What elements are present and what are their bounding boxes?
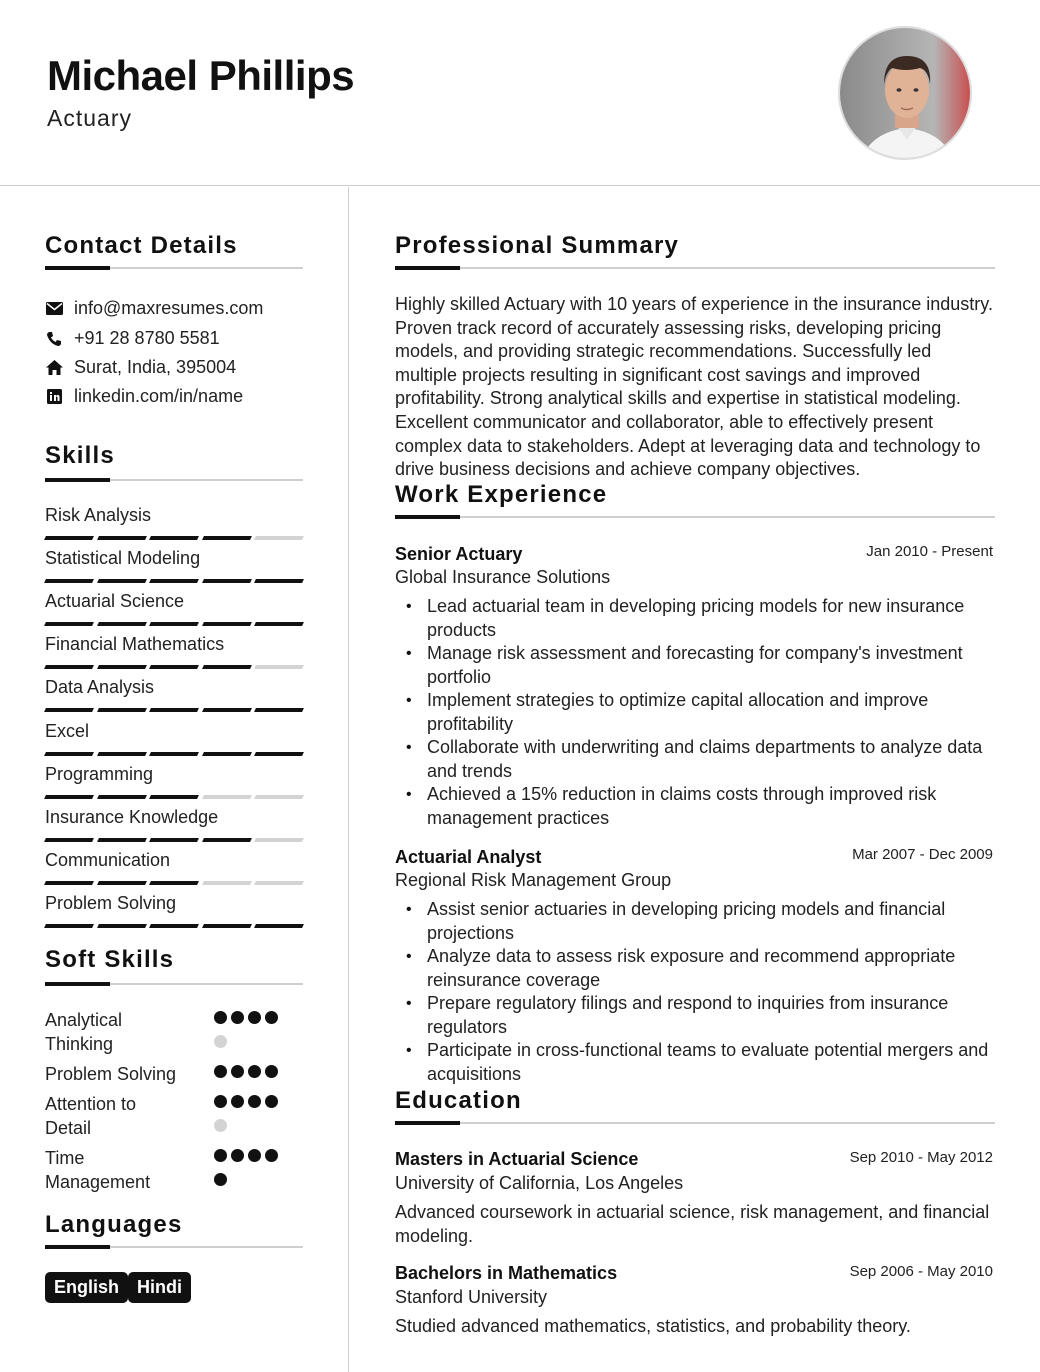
linkedin-icon (45, 388, 63, 406)
summary-text: Highly skilled Actuary with 10 years of experience in the insurance industry. Proven track record of accurately assessing risks, developing pricing models, and providing strategic recommendations. Successfully led multiple projects resulting in significant cost savings and improved profitability. Strong analytical skills and expertise in statistical modeling. Excellent communicator and collaborator, able to effectively present complex data to stakeholders. Adept at leveraging data and technology to drive business decisions and achieve company objectives. (395, 294, 993, 480)
job-title: Actuarial Analyst (395, 847, 542, 867)
skill-level-bar (45, 752, 303, 756)
skill-level-segment (202, 708, 251, 712)
skill-row (45, 591, 303, 626)
rating-dot (214, 1095, 227, 1108)
job-date: Mar 2007 - Dec 2009 (852, 846, 993, 863)
skill-level-segment (97, 536, 146, 540)
education-school: University of California, Los Angeles (395, 1173, 684, 1193)
skill-level-segment (149, 622, 198, 626)
rating-dot (214, 1065, 227, 1078)
summary-section-rule (395, 267, 995, 269)
home-icon (45, 359, 63, 377)
skill-row (45, 893, 303, 928)
education-section-rule (395, 1122, 995, 1124)
soft-skill-label: Analytical Thinking (45, 1010, 123, 1054)
skill-level-segment (202, 924, 251, 928)
rating-dot (231, 1011, 244, 1024)
soft-skill-rating (214, 1095, 288, 1143)
skill-level-segment (254, 579, 303, 583)
skill-level-bar (45, 622, 303, 626)
contact-phone-text: +91 28 8780 5581 (74, 328, 220, 348)
languages-section-rule (45, 1246, 303, 1248)
skill-level-bar (45, 838, 303, 842)
skill-level-segment (97, 838, 146, 842)
phone-icon (45, 330, 63, 348)
skill-level-segment (149, 838, 198, 842)
education-date: Sep 2006 - May 2010 (849, 1263, 993, 1280)
soft-skill-rating (214, 1149, 288, 1197)
languages-section-title: Languages (45, 1211, 183, 1238)
skill-level-segment (149, 881, 198, 885)
skill-level-segment (149, 752, 198, 756)
job-bullet: • Analyze data to assess risk exposure and recommend appropriate reinsurance coverage (427, 945, 997, 992)
skill-level-segment (97, 881, 146, 885)
skill-level-segment (97, 752, 146, 756)
rating-dot (265, 1095, 278, 1108)
skill-level-segment (97, 708, 146, 712)
skill-level-segment (149, 536, 198, 540)
contact-location-text: Surat, India, 395004 (74, 357, 237, 377)
skill-level-segment (149, 924, 198, 928)
skill-level-segment (97, 579, 146, 583)
skill-level-segment (149, 708, 198, 712)
skill-label: Communication (45, 850, 171, 870)
job-bullet: • Participate in cross-functional teams to evaluate potential mergers and acquisitions (427, 1039, 997, 1086)
education-description: Studied advanced mathematics, statistics, and probability theory. (395, 1316, 911, 1336)
job-company: Global Insurance Solutions (395, 567, 611, 587)
rating-dot (231, 1149, 244, 1162)
education-degree: Bachelors in Mathematics (395, 1263, 618, 1283)
skill-level-segment (254, 752, 303, 756)
rating-dot (231, 1065, 244, 1078)
column-divider (348, 187, 349, 1372)
contact-location (45, 357, 236, 378)
skill-level-segment (202, 881, 251, 885)
skill-row (45, 807, 303, 842)
job-date: Jan 2010 - Present (866, 543, 993, 560)
skill-level-segment (254, 708, 303, 712)
skill-level-segment (44, 924, 93, 928)
skill-row (45, 548, 303, 583)
skill-level-bar (45, 924, 303, 928)
skill-label: Problem Solving (45, 893, 177, 913)
language-badge: Hindi (128, 1272, 191, 1303)
contact-linkedin[interactable] (45, 386, 243, 407)
skill-level-segment (44, 838, 93, 842)
soft-skills-section-title: Soft Skills (45, 946, 175, 973)
skill-level-bar (45, 536, 303, 540)
soft-skill-label: Time Management (45, 1148, 151, 1192)
skill-level-segment (202, 622, 251, 626)
skill-row (45, 634, 303, 669)
job-bullet: • Manage risk assessment and forecasting for company's investment portfolio (427, 642, 997, 689)
skill-level-segment (44, 579, 93, 583)
resume-header (0, 0, 1040, 186)
skill-level-segment (202, 795, 251, 799)
skill-level-segment (254, 838, 303, 842)
skill-label: Programming (45, 764, 154, 784)
job-bullet: • Implement strategies to optimize capital allocation and improve profitability (427, 689, 997, 736)
language-badge: English (45, 1272, 128, 1303)
contact-email-text: info@maxresumes.com (74, 298, 264, 318)
skill-level-bar (45, 881, 303, 885)
candidate-name: Michael Phillips (47, 52, 355, 99)
skill-level-bar (45, 665, 303, 669)
skill-level-segment (202, 536, 251, 540)
rating-dot (214, 1119, 227, 1132)
soft-skill-label: Problem Solving (45, 1064, 177, 1084)
job-bullet: • Assist senior actuaries in developing pricing models and financial projections (427, 898, 997, 945)
skill-level-segment (254, 795, 303, 799)
skill-level-segment (149, 665, 198, 669)
skill-row (45, 764, 303, 799)
skills-section-rule (45, 479, 303, 481)
summary-section-title: Professional Summary (395, 232, 680, 259)
skills-section-title: Skills (45, 442, 115, 469)
education-school: Stanford University (395, 1287, 548, 1307)
contact-linkedin-text: linkedin.com/in/name (74, 386, 244, 406)
contact-phone[interactable] (45, 328, 220, 349)
education-degree: Masters in Actuarial Science (395, 1149, 639, 1169)
skill-level-segment (202, 579, 251, 583)
rating-dot (248, 1149, 261, 1162)
skill-level-segment (149, 579, 198, 583)
rating-dot (248, 1065, 261, 1078)
education-date: Sep 2010 - May 2012 (849, 1149, 993, 1166)
rating-dot (265, 1065, 278, 1078)
profile-photo (838, 26, 972, 160)
skill-label: Risk Analysis (45, 505, 152, 525)
skill-level-segment (254, 536, 303, 540)
job-bullet: • Achieved a 15% reduction in claims costs through improved risk management practices (427, 783, 997, 830)
skill-level-segment (254, 881, 303, 885)
skill-level-bar (45, 579, 303, 583)
rating-dot (265, 1011, 278, 1024)
skill-row (45, 677, 303, 712)
skill-level-segment (254, 622, 303, 626)
soft-skill-rating (214, 1065, 288, 1089)
envelope-icon (45, 300, 63, 318)
soft-skills-section-rule (45, 983, 303, 985)
contact-email[interactable] (45, 298, 263, 319)
skill-row (45, 505, 303, 540)
rating-dot (214, 1011, 227, 1024)
contact-section-title: Contact Details (45, 232, 238, 259)
skill-level-segment (202, 838, 251, 842)
skill-level-segment (44, 752, 93, 756)
job-company: Regional Risk Management Group (395, 870, 672, 890)
skill-level-segment (202, 752, 251, 756)
skill-label: Financial Mathematics (45, 634, 225, 654)
skill-level-bar (45, 795, 303, 799)
skill-label: Excel (45, 721, 90, 741)
skill-label: Data Analysis (45, 677, 155, 697)
skill-level-segment (44, 536, 93, 540)
experience-section-rule (395, 516, 995, 518)
skill-level-segment (44, 622, 93, 626)
education-description: Advanced coursework in actuarial science, risk management, and financial modeling. (395, 1202, 990, 1246)
skill-level-segment (44, 795, 93, 799)
skill-label: Insurance Knowledge (45, 807, 219, 827)
skill-label: Actuarial Science (45, 591, 185, 611)
rating-dot (248, 1011, 261, 1024)
skill-level-segment (44, 665, 93, 669)
skill-level-segment (254, 665, 303, 669)
rating-dot (214, 1035, 227, 1048)
skill-level-segment (254, 924, 303, 928)
job-bullets (427, 595, 997, 830)
job-title: Senior Actuary (395, 544, 523, 564)
job-bullet: • Lead actuarial team in developing pricing models for new insurance products (427, 595, 997, 642)
job-bullet: • Prepare regulatory filings and respond to inquiries from insurance regulators (427, 992, 997, 1039)
education-section-title: Education (395, 1087, 522, 1114)
skill-row (45, 850, 303, 885)
skill-label: Statistical Modeling (45, 548, 201, 568)
skill-level-segment (149, 795, 198, 799)
skill-level-bar (45, 708, 303, 712)
candidate-role: Actuary (47, 105, 132, 131)
job-bullet: • Collaborate with underwriting and claims departments to analyze data and trends (427, 736, 997, 783)
rating-dot (265, 1149, 278, 1162)
skill-level-segment (44, 708, 93, 712)
skill-level-segment (97, 665, 146, 669)
rating-dot (231, 1095, 244, 1108)
rating-dot (214, 1173, 227, 1186)
soft-skill-label: Attention to Detail (45, 1094, 137, 1138)
skill-level-segment (97, 795, 146, 799)
skill-level-segment (97, 622, 146, 626)
skill-level-segment (202, 665, 251, 669)
skill-level-segment (44, 881, 93, 885)
rating-dot (214, 1149, 227, 1162)
experience-section-title: Work Experience (395, 481, 608, 508)
skill-row (45, 721, 303, 756)
skill-level-segment (97, 924, 146, 928)
rating-dot (248, 1095, 261, 1108)
contact-section-rule (45, 267, 303, 269)
soft-skill-rating (214, 1011, 288, 1059)
job-bullets (427, 898, 997, 1086)
